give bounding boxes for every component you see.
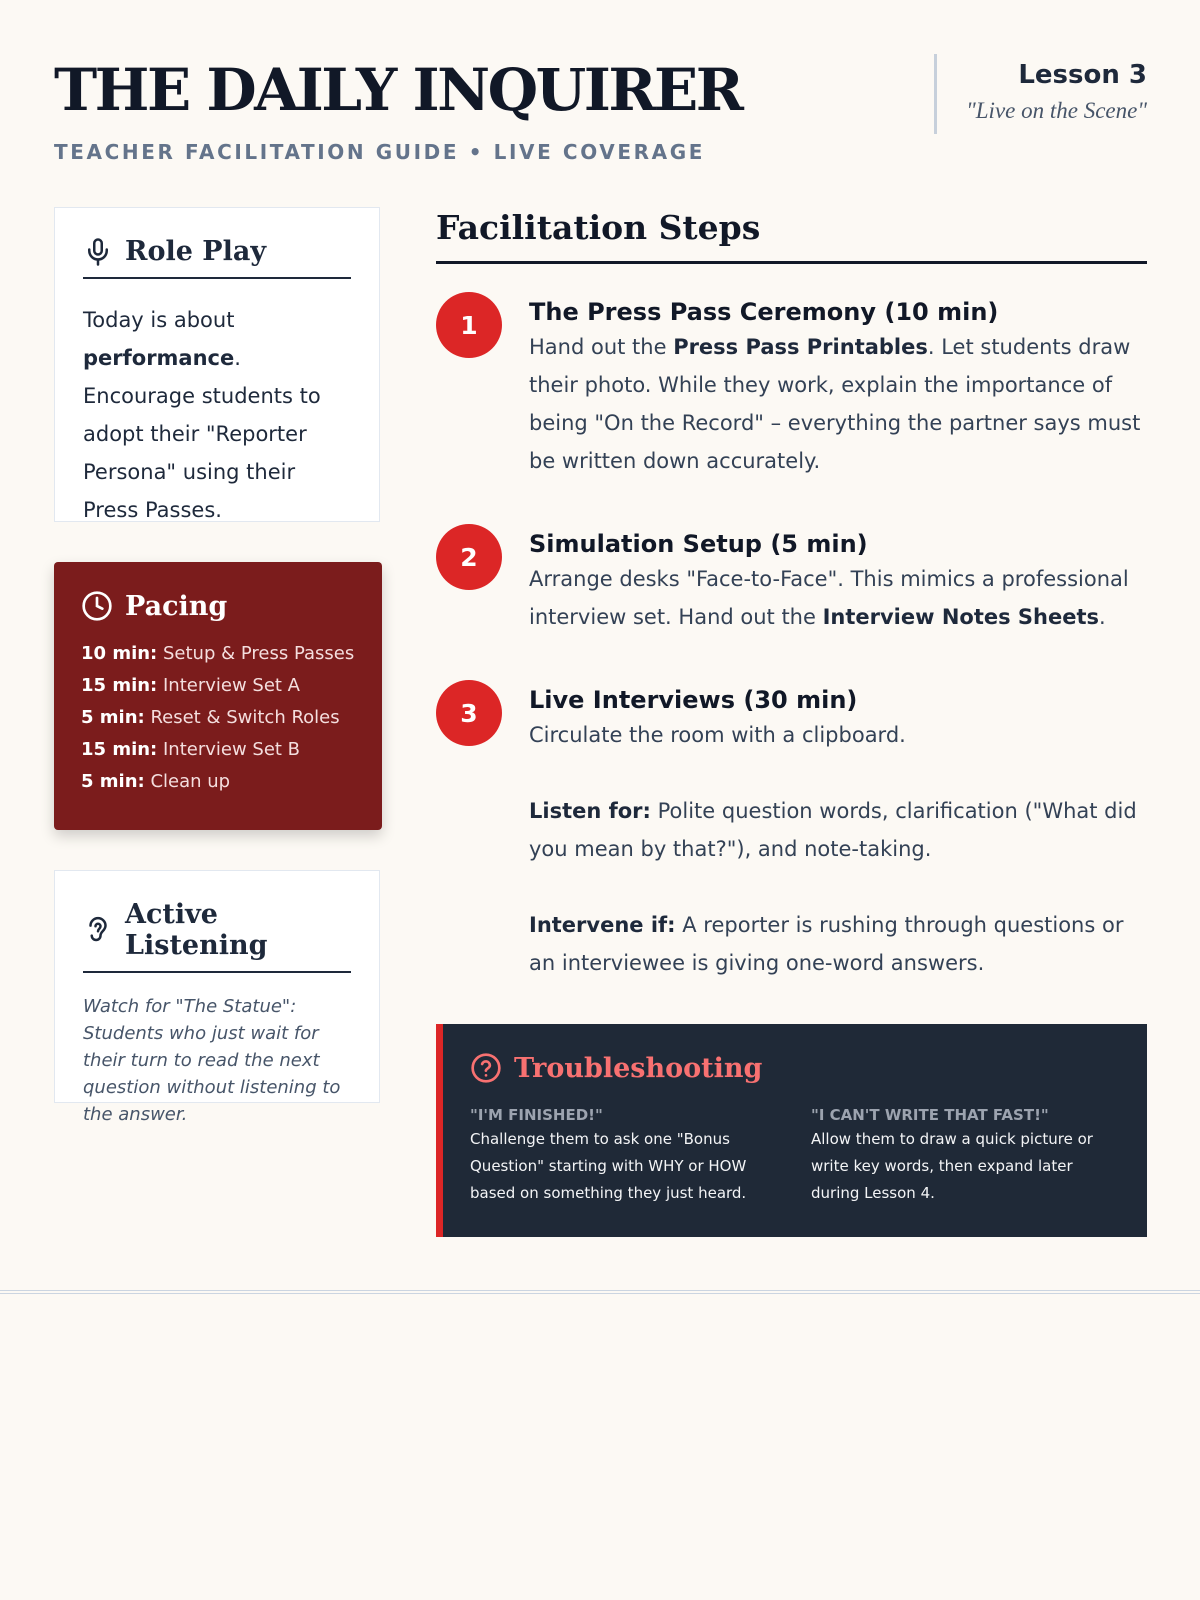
pacing-item: 15 min: Interview Set A [81, 675, 300, 696]
pacing-item: 10 min: Setup & Press Passes [81, 643, 355, 664]
troubleshooting-title: Troubleshooting [514, 1052, 763, 1084]
step-text: Hand out the Press Pass Printables. Let students draw their photo. While they work, explain the importance of being "On the Record" – everything the partner says must be written down accurately. [529, 335, 1141, 473]
pacing-item: 5 min: Reset & Switch Roles [81, 707, 340, 728]
ear-icon [83, 915, 113, 945]
troubleshooting-header [470, 1052, 1120, 1084]
pacing-title: Pacing [125, 590, 228, 622]
step-title: Simulation Setup (5 min) [529, 530, 868, 558]
step-title: Live Interviews (30 min) [529, 686, 858, 714]
trouble-question: "I'M FINISHED!" [470, 1106, 603, 1124]
page-header [54, 54, 1147, 174]
lesson-title: "Live on the Scene" [966, 98, 1147, 123]
active-listening-text: Watch for "The Statue": Students who just wait for their turn to read the next question without listening to the answer. [83, 996, 341, 1125]
role-play-text-end: . Encourage students to adopt their "Reporter Persona" using their Press Passes. [83, 346, 321, 522]
step-number-badge: 2 [436, 524, 502, 590]
lesson-badge [934, 54, 1147, 134]
pacing-header [81, 590, 355, 622]
facilitation-steps [436, 208, 1147, 975]
step-title: The Press Pass Ceremony (10 min) [529, 298, 999, 326]
pacing-card [54, 562, 382, 830]
masthead-title: THE DAILY INQUIRER [54, 56, 742, 124]
role-play-text-start: Today is about [83, 308, 235, 332]
trouble-question: "I CAN'T WRITE THAT FAST!" [811, 1106, 1049, 1124]
intervene-note: Intervene if: A reporter is rushing through questions or an interviewee is giving one-word answers. [529, 913, 1124, 975]
trouble-answer: Allow them to draw a quick picture or write key words, then expand later during Lesson 4. [811, 1130, 1093, 1202]
step-text: Circulate the room with a clipboard. [529, 723, 906, 747]
step-number-badge: 3 [436, 680, 502, 746]
pacing-list [81, 638, 355, 798]
pacing-item: 5 min: Clean up [81, 771, 231, 792]
role-play-emphasis: performance [83, 346, 235, 370]
role-play-card [54, 207, 380, 522]
role-play-header [83, 236, 351, 279]
trouble-item [470, 1104, 779, 1207]
active-listening-title: Active Listening [125, 899, 268, 961]
step-number-badge: 1 [436, 292, 502, 358]
trouble-item [811, 1104, 1120, 1207]
clock-icon [81, 590, 113, 622]
pacing-item: 15 min: Interview Set B [81, 739, 301, 760]
question-circle-icon [470, 1052, 502, 1084]
role-play-title: Role Play [125, 236, 267, 267]
steps-heading: Facilitation Steps [436, 208, 1147, 264]
troubleshooting-panel [436, 1024, 1147, 1237]
lesson-number: Lesson 3 [1018, 60, 1147, 90]
trouble-answer: Challenge them to ask one "Bonus Question" starting with WHY or HOW based on something they just heard. [470, 1130, 747, 1202]
listen-for-note: Listen for: Polite question words, clarification ("What did you mean by that?"), and note-taking. [529, 799, 1137, 861]
role-play-text [83, 301, 351, 529]
active-listening-card [54, 870, 380, 1125]
footer-divider [0, 1290, 1200, 1294]
page-subtitle: TEACHER FACILITATION GUIDE • LIVE COVERAGE [54, 140, 705, 164]
active-listening-header [83, 899, 351, 973]
step-text: Arrange desks "Face-to-Face". This mimics a professional interview set. Hand out the Interview Notes Sheets. [529, 567, 1129, 629]
microphone-icon [83, 237, 113, 267]
